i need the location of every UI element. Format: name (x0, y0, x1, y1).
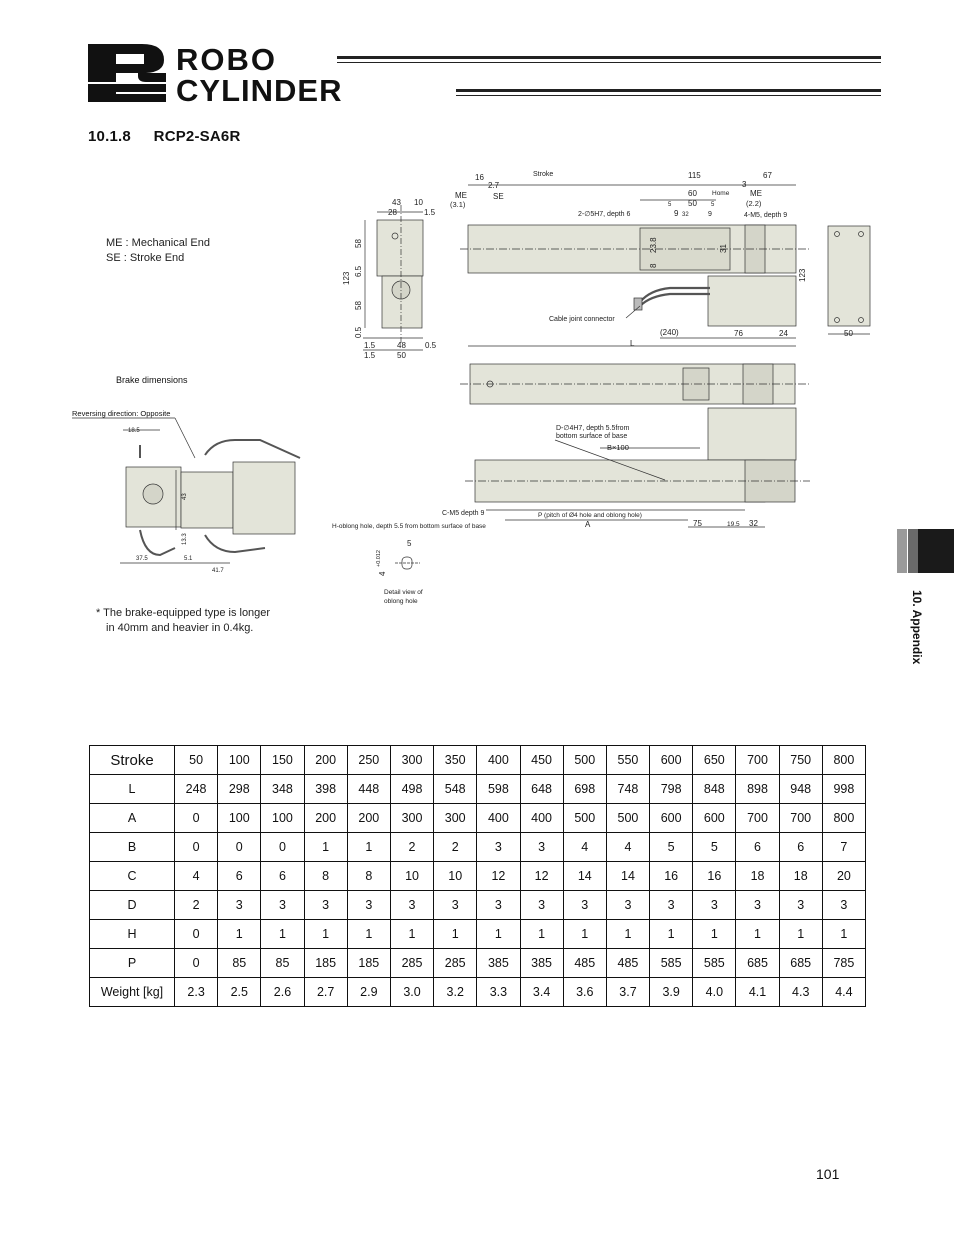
table-cell: 3 (434, 891, 477, 920)
table-cell: 150 (261, 746, 304, 775)
table-cell: 12 (520, 862, 563, 891)
table-cell: 100 (218, 804, 261, 833)
side-tab-block (918, 529, 954, 573)
table-cell: 700 (736, 746, 779, 775)
table-row (90, 949, 866, 978)
table-cell: 1 (218, 920, 261, 949)
svg-text:1.5: 1.5 (364, 341, 376, 350)
table-cell: 1 (563, 920, 606, 949)
table-cell: 5 (650, 833, 693, 862)
table-cell: 1 (434, 920, 477, 949)
table-cell: 1 (261, 920, 304, 949)
table-cell: 385 (520, 949, 563, 978)
table-row (90, 833, 866, 862)
row-header: D (90, 891, 175, 920)
table-cell: 14 (563, 862, 606, 891)
table-cell: 4 (563, 833, 606, 862)
table-cell: 3 (563, 891, 606, 920)
table-cell: 3 (693, 891, 736, 920)
table-cell: 200 (304, 804, 347, 833)
table-cell: 0 (175, 833, 218, 862)
table-cell: 4.0 (693, 978, 736, 1007)
end-view-top (377, 220, 423, 276)
table-cell: 5 (693, 833, 736, 862)
table-cell: 485 (606, 949, 649, 978)
table-cell: 1 (779, 920, 822, 949)
row-header: Stroke (90, 746, 175, 775)
table-cell: 298 (218, 775, 261, 804)
table-cell: 4.1 (736, 978, 779, 1007)
svg-text:(2.2): (2.2) (746, 199, 762, 208)
table-cell: 2 (434, 833, 477, 862)
table-cell: 685 (779, 949, 822, 978)
svg-text:C-M5 depth 9: C-M5 depth 9 (442, 510, 485, 517)
table-cell: 785 (822, 949, 865, 978)
table-cell: 700 (779, 804, 822, 833)
table-cell: 3.3 (477, 978, 520, 1007)
svg-text:9: 9 (708, 211, 712, 218)
svg-text:5.1: 5.1 (184, 556, 193, 562)
svg-text:50: 50 (688, 199, 697, 208)
table-row (90, 891, 866, 920)
table-cell: 285 (390, 949, 433, 978)
svg-text:bottom surface of base: bottom surface of base (556, 433, 628, 440)
table-cell: 300 (390, 804, 433, 833)
table-cell: 400 (520, 804, 563, 833)
table-cell: 3 (822, 891, 865, 920)
table-cell: 600 (650, 746, 693, 775)
svg-text:ME: ME (750, 189, 762, 198)
table-cell: 400 (477, 804, 520, 833)
reversing-direction-label: Reversing direction: Opposite (72, 409, 171, 418)
side-tab-stripe-light (897, 529, 907, 573)
svg-text:8: 8 (649, 263, 658, 268)
table-cell: 3 (477, 891, 520, 920)
table-cell: 1 (822, 920, 865, 949)
svg-text:123: 123 (798, 268, 807, 282)
table-cell: 1 (347, 833, 390, 862)
table-cell: 3 (736, 891, 779, 920)
table-cell: 6 (779, 833, 822, 862)
svg-text:123: 123 (342, 271, 351, 285)
svg-text:5: 5 (407, 539, 412, 548)
table-cell: 848 (693, 775, 736, 804)
svg-text:5: 5 (711, 202, 715, 208)
table-cell: 8 (304, 862, 347, 891)
table-cell: 18 (779, 862, 822, 891)
svg-text:H-oblong hole, depth 5.5 from: H-oblong hole, depth 5.5 from bottom surface of base (332, 523, 486, 530)
table-cell: 600 (650, 804, 693, 833)
svg-text:67: 67 (763, 171, 772, 180)
brake-note-line2: in 40mm and heavier in 0.4kg. (106, 622, 254, 634)
table-cell: 2.9 (347, 978, 390, 1007)
table-cell: 2.3 (175, 978, 218, 1007)
table-cell: 2.6 (261, 978, 304, 1007)
svg-text:1.5: 1.5 (364, 351, 376, 360)
table-cell: 750 (779, 746, 822, 775)
svg-text:4-M5, depth 9: 4-M5, depth 9 (744, 212, 788, 219)
table-cell: 14 (606, 862, 649, 891)
table-cell: 100 (218, 746, 261, 775)
table-cell: 650 (693, 746, 736, 775)
table-cell: 300 (434, 804, 477, 833)
table-cell: 50 (175, 746, 218, 775)
table-cell: 3.7 (606, 978, 649, 1007)
row-header: P (90, 949, 175, 978)
svg-text:23.8: 23.8 (649, 237, 658, 253)
table-cell: 998 (822, 775, 865, 804)
svg-text:2-∅5H7, depth 6: 2-∅5H7, depth 6 (578, 211, 631, 218)
table-cell: 700 (736, 804, 779, 833)
row-header: B (90, 833, 175, 862)
table-cell: 4.4 (822, 978, 865, 1007)
table-cell: 585 (650, 949, 693, 978)
brake-note-line1: * The brake-equipped type is longer (96, 607, 271, 619)
table-cell: 4 (606, 833, 649, 862)
svg-text:9: 9 (674, 209, 679, 218)
svg-text:16: 16 (475, 173, 484, 182)
table-cell: 500 (606, 804, 649, 833)
table-cell: 1 (304, 920, 347, 949)
svg-text:Cable joint connector: Cable joint connector (549, 316, 615, 323)
table-cell: 485 (563, 949, 606, 978)
svg-text:43: 43 (182, 493, 188, 500)
svg-text:ME: ME (455, 191, 467, 200)
table-cell: 3 (304, 891, 347, 920)
table-cell: 898 (736, 775, 779, 804)
table-cell: 185 (347, 949, 390, 978)
table-cell: 6 (218, 862, 261, 891)
table-cell: 398 (304, 775, 347, 804)
svg-text:B×100: B×100 (607, 443, 629, 452)
table-cell: 3 (650, 891, 693, 920)
row-header: A (90, 804, 175, 833)
table-cell: 300 (390, 746, 433, 775)
table-cell: 2 (390, 833, 433, 862)
svg-text:Home: Home (712, 190, 730, 197)
table-cell: 3.9 (650, 978, 693, 1007)
svg-text:58: 58 (354, 239, 363, 248)
table-cell: 2 (175, 891, 218, 920)
table-cell: 648 (520, 775, 563, 804)
table-cell: 948 (779, 775, 822, 804)
table-cell: 500 (563, 804, 606, 833)
svg-text:A: A (585, 520, 591, 529)
table-cell: 3 (606, 891, 649, 920)
table-cell: 4 (175, 862, 218, 891)
table-cell: 3 (779, 891, 822, 920)
table-cell: 200 (347, 804, 390, 833)
svg-text:5: 5 (668, 202, 672, 208)
svg-text:2.7: 2.7 (488, 181, 500, 190)
table-cell: 185 (304, 949, 347, 978)
table-cell: 3.0 (390, 978, 433, 1007)
side-tab-label (910, 590, 940, 690)
table-cell: 600 (693, 804, 736, 833)
svg-text:75: 75 (693, 519, 702, 528)
table-row (90, 978, 866, 1007)
bottom-view-motor (708, 408, 796, 460)
table-cell: 200 (304, 746, 347, 775)
svg-text:(3.1): (3.1) (450, 200, 466, 209)
table-cell: 10 (434, 862, 477, 891)
page-number: 101 (816, 1166, 840, 1182)
svg-text:0.5: 0.5 (354, 326, 363, 338)
table-cell: 12 (477, 862, 520, 891)
table-cell: 800 (822, 746, 865, 775)
svg-text:13.3: 13.3 (182, 533, 188, 545)
svg-text:43: 43 (392, 198, 401, 207)
table-cell: 748 (606, 775, 649, 804)
svg-text:(240): (240) (660, 328, 679, 337)
top-view-motor (708, 276, 796, 326)
svg-text:41.7: 41.7 (212, 568, 224, 574)
row-header: Weight [kg] (90, 978, 175, 1007)
table-cell: 3 (477, 833, 520, 862)
table-cell: 450 (520, 746, 563, 775)
table-cell: 3.4 (520, 978, 563, 1007)
svg-text:32: 32 (749, 519, 758, 528)
table-cell: 0 (175, 920, 218, 949)
table-cell: 0 (175, 804, 218, 833)
table-cell: 2.7 (304, 978, 347, 1007)
table-cell: 3 (520, 833, 563, 862)
label-stroke: Stroke (533, 171, 554, 178)
svg-text:L: L (630, 339, 635, 348)
svg-text:48: 48 (397, 341, 406, 350)
row-header: L (90, 775, 175, 804)
table-cell: 3 (390, 891, 433, 920)
table-row (90, 862, 866, 891)
table-cell: 6 (736, 833, 779, 862)
table-cell: 498 (390, 775, 433, 804)
row-header: C (90, 862, 175, 891)
table-cell: 3.6 (563, 978, 606, 1007)
table-cell: 85 (261, 949, 304, 978)
table-cell: 400 (477, 746, 520, 775)
table-cell: 698 (563, 775, 606, 804)
svg-text:50: 50 (397, 351, 406, 360)
table-cell: 500 (563, 746, 606, 775)
table-cell: 3 (347, 891, 390, 920)
svg-text:CYLINDER: CYLINDER (176, 73, 343, 104)
table-cell: 3 (520, 891, 563, 920)
svg-text:28: 28 (388, 208, 397, 217)
table-cell: 250 (347, 746, 390, 775)
table-cell: 348 (261, 775, 304, 804)
table-cell: 1 (650, 920, 693, 949)
table-cell: 16 (693, 862, 736, 891)
table-cell: 448 (347, 775, 390, 804)
table-row (90, 746, 866, 775)
table-cell: 1 (736, 920, 779, 949)
right-end-view (828, 226, 870, 326)
table-cell: 685 (736, 949, 779, 978)
row-header: H (90, 920, 175, 949)
svg-text:60: 60 (688, 189, 697, 198)
table-cell: 3 (261, 891, 304, 920)
svg-text:37.5: 37.5 (136, 556, 148, 562)
table-row (90, 920, 866, 949)
table-cell: 1 (390, 920, 433, 949)
table-cell: 18 (736, 862, 779, 891)
table-cell: 20 (822, 862, 865, 891)
svg-text:18.5: 18.5 (128, 428, 140, 434)
table-cell: 16 (650, 862, 693, 891)
table-cell: 8 (347, 862, 390, 891)
svg-text:P (pitch of Ø4 hole and oblong: P (pitch of Ø4 hole and oblong hole) (538, 512, 642, 519)
appendix-label: 10. Appendix (910, 590, 924, 665)
table-cell: 2.5 (218, 978, 261, 1007)
svg-text:oblong hole: oblong hole (384, 598, 418, 605)
svg-text:4: 4 (378, 571, 387, 576)
table-cell: 1 (477, 920, 520, 949)
table-cell: 548 (434, 775, 477, 804)
svg-text:3: 3 (742, 180, 747, 189)
table-cell: 85 (218, 949, 261, 978)
section-model: RCP2-SA6R (153, 128, 241, 145)
svg-text:1.5: 1.5 (424, 208, 436, 217)
table-cell: 550 (606, 746, 649, 775)
svg-text:Detail view of: Detail view of (384, 589, 423, 596)
table-row (90, 804, 866, 833)
table-cell: 1 (347, 920, 390, 949)
table-cell: 1 (520, 920, 563, 949)
svg-text:SE: SE (493, 192, 504, 201)
table-cell: 1 (693, 920, 736, 949)
brake-dimensions-label: Brake dimensions (116, 375, 188, 385)
table-cell: 585 (693, 949, 736, 978)
table-cell: 10 (390, 862, 433, 891)
svg-text:58: 58 (354, 301, 363, 310)
note-me: ME : Mechanical End (106, 237, 210, 249)
svg-text:0.5: 0.5 (425, 341, 437, 350)
table-cell: 0 (261, 833, 304, 862)
svg-text:115: 115 (688, 171, 701, 180)
table-cell: 0 (175, 949, 218, 978)
note-se: SE : Stroke End (106, 252, 185, 264)
table-cell: 3 (218, 891, 261, 920)
svg-text:6.5: 6.5 (354, 265, 363, 277)
svg-text:D-∅4H7, depth 5.5from: D-∅4H7, depth 5.5from (556, 425, 630, 432)
table-cell: 7 (822, 833, 865, 862)
svg-text:ROBO: ROBO (176, 42, 277, 77)
table-cell: 1 (304, 833, 347, 862)
section-number: 10.1.8 (88, 128, 131, 145)
table-cell: 0 (218, 833, 261, 862)
table-cell: 385 (477, 949, 520, 978)
svg-text:19.5: 19.5 (727, 521, 740, 528)
svg-text:24: 24 (779, 329, 788, 338)
table-cell: 1 (606, 920, 649, 949)
table-cell: 248 (175, 775, 218, 804)
svg-text:32: 32 (682, 212, 689, 218)
svg-text:50: 50 (844, 329, 853, 338)
table-row (90, 775, 866, 804)
svg-text:31: 31 (719, 244, 728, 253)
table-cell: 6 (261, 862, 304, 891)
svg-text:10: 10 (414, 198, 423, 207)
table-cell: 598 (477, 775, 520, 804)
table-cell: 798 (650, 775, 693, 804)
table-cell: 350 (434, 746, 477, 775)
table-cell: 100 (261, 804, 304, 833)
table-cell: 3.2 (434, 978, 477, 1007)
table-cell: 285 (434, 949, 477, 978)
stroke-spec-table (89, 745, 866, 1007)
side-tab-stripe-mid (908, 529, 918, 573)
svg-text:76: 76 (734, 329, 743, 338)
table-cell: 4.3 (779, 978, 822, 1007)
svg-text:+0.012: +0.012 (376, 550, 382, 567)
table-cell: 800 (822, 804, 865, 833)
